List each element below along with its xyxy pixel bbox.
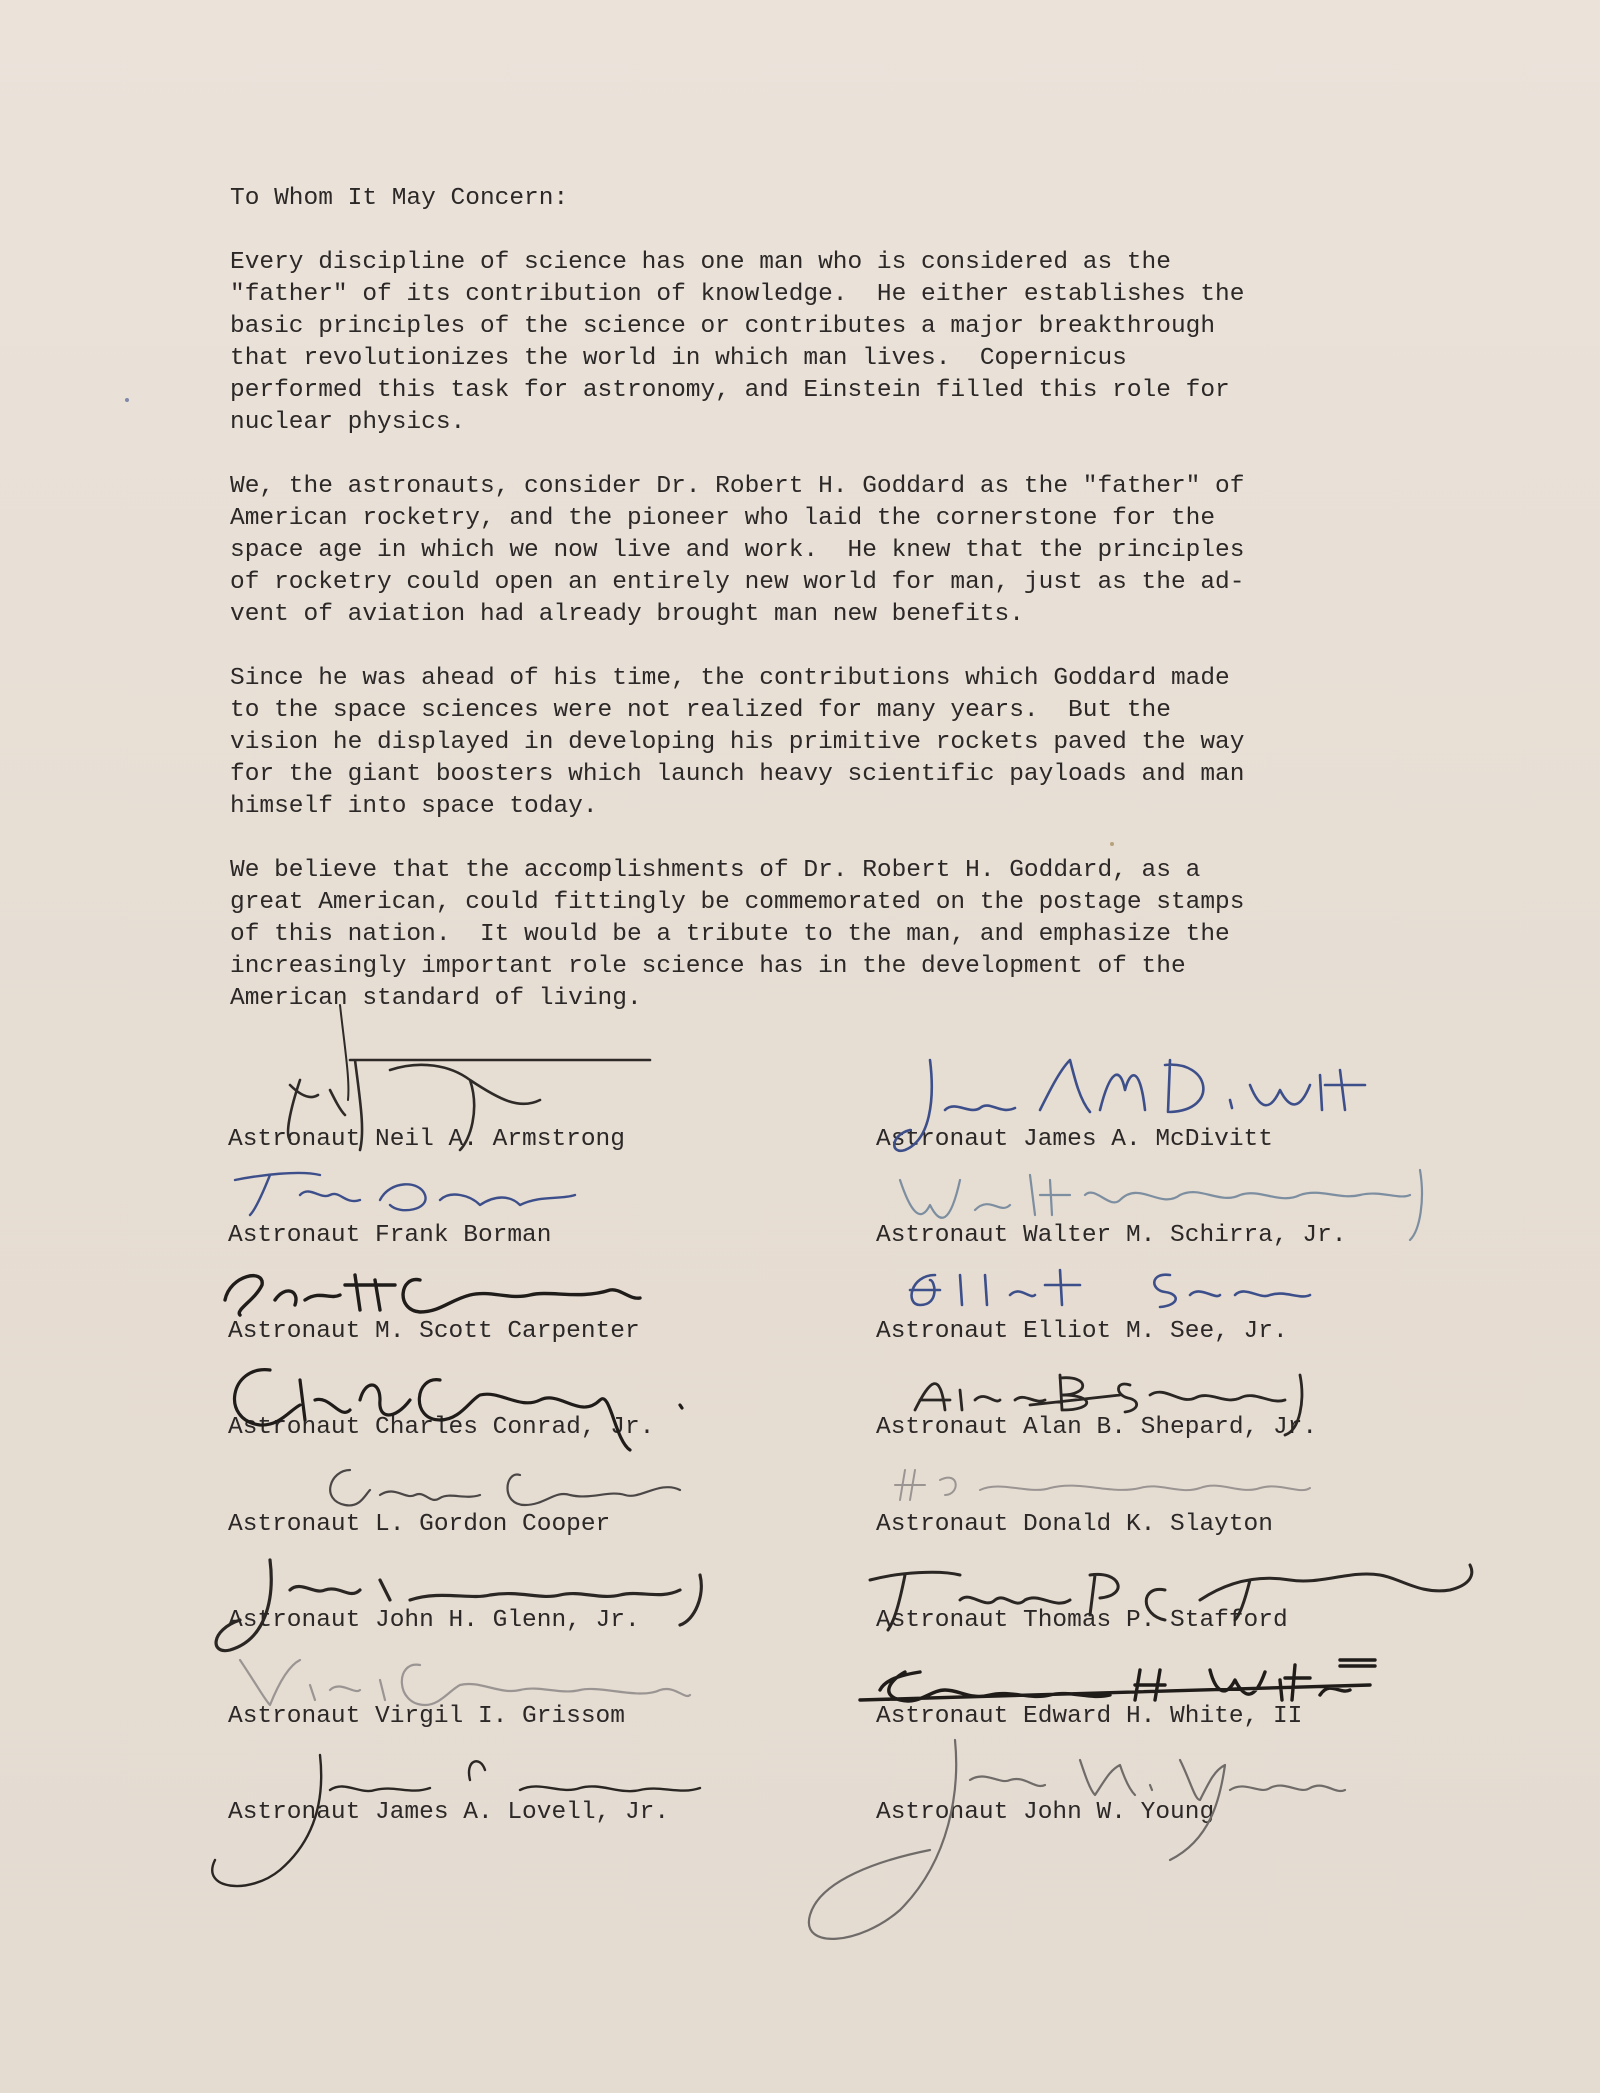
paragraph-1 <box>230 247 1380 439</box>
text-line: great American, could fittingly be commemorated on the postage stamps <box>230 889 1245 916</box>
text-line: space age in which we now live and work. He knew that the principles <box>230 537 1245 564</box>
signatory-schirra: Astronaut Walter M. Schirra, Jr. <box>876 1222 1347 1249</box>
text-line: American rocketry, and the pioneer who laid the cornerstone for the <box>230 505 1216 532</box>
text-line: to the space sciences were not realized for many years. But the <box>230 697 1171 724</box>
signatory-stafford: Astronaut Thomas P. Stafford <box>876 1607 1288 1634</box>
paper-speck <box>125 398 129 402</box>
text-line: "father" of its contribution of knowledge. He either establishes the <box>230 281 1245 308</box>
signature-grissom <box>240 1660 690 1705</box>
text-line: of rocketry could open an entirely new world for man, just as the ad- <box>230 569 1245 596</box>
signature-carpenter <box>225 1275 640 1315</box>
signatory-armstrong: Astronaut Neil A. Armstrong <box>228 1126 625 1153</box>
signatory-white: Astronaut Edward H. White, II <box>876 1703 1303 1730</box>
text-line: vent of aviation had already brought man new benefits. <box>230 601 1024 628</box>
paragraph-4 <box>230 855 1380 1015</box>
signatory-cooper: Astronaut L. Gordon Cooper <box>228 1511 611 1538</box>
text-line: nuclear physics. <box>230 409 466 436</box>
letter-body <box>230 183 1380 1047</box>
signatory-borman: Astronaut Frank Borman <box>228 1222 552 1249</box>
text-line: increasingly important role science has in the development of the <box>230 953 1186 980</box>
text-line: himself into space today. <box>230 793 598 820</box>
text-line: We believe that the accomplishments of Dr. Robert H. Goddard, as a <box>230 857 1201 884</box>
signature-white <box>860 1660 1375 1701</box>
text-line: that revolutionizes the world in which man lives. Copernicus <box>230 345 1127 372</box>
text-line: performed this task for astronomy, and Einstein filled this role for <box>230 377 1230 404</box>
text-line: vision he displayed in developing his primitive rockets paved the way <box>230 729 1245 756</box>
text-line: We, the astronauts, consider Dr. Robert H. Goddard as the "father" of <box>230 473 1245 500</box>
signatory-lovell: Astronaut James A. Lovell, Jr. <box>228 1799 670 1826</box>
paper-speck <box>1110 842 1114 846</box>
text-line: Since he was ahead of his time, the contributions which Goddard made <box>230 665 1230 692</box>
signatory-conrad: Astronaut Charles Conrad, Jr. <box>228 1414 655 1441</box>
signature-cooper <box>330 1470 680 1505</box>
signatory-young: Astronaut John W. Young <box>876 1799 1215 1826</box>
signatory-shepard: Astronaut Alan B. Shepard, Jr. <box>876 1414 1318 1441</box>
signatory-mcdivitt: Astronaut James A. McDivitt <box>876 1126 1273 1153</box>
text-line: American standard of living. <box>230 985 642 1012</box>
signatory-slayton: Astronaut Donald K. Slayton <box>876 1511 1273 1538</box>
signature-young <box>809 1740 1345 1939</box>
text-line: Every discipline of science has one man who is considered as the <box>230 249 1171 276</box>
text-line: basic principles of the science or contributes a major breakthrough <box>230 313 1216 340</box>
signature-borman <box>235 1173 575 1215</box>
salutation: To Whom It May Concern: <box>230 185 569 212</box>
text-line: of this nation. It would be a tribute to the man, and emphasize the <box>230 921 1230 948</box>
text-line: for the giant boosters which launch heavy scientific payloads and man <box>230 761 1245 788</box>
paragraph-2 <box>230 471 1380 631</box>
signatory-glenn: Astronaut John H. Glenn, Jr. <box>228 1607 640 1634</box>
signatory-see: Astronaut Elliot M. See, Jr. <box>876 1318 1288 1345</box>
signature-see <box>910 1270 1310 1307</box>
signatory-grissom: Astronaut Virgil I. Grissom <box>228 1703 625 1730</box>
paragraph-3 <box>230 663 1380 823</box>
signature-slayton <box>895 1470 1310 1500</box>
signatory-carpenter: Astronaut M. Scott Carpenter <box>228 1318 640 1345</box>
